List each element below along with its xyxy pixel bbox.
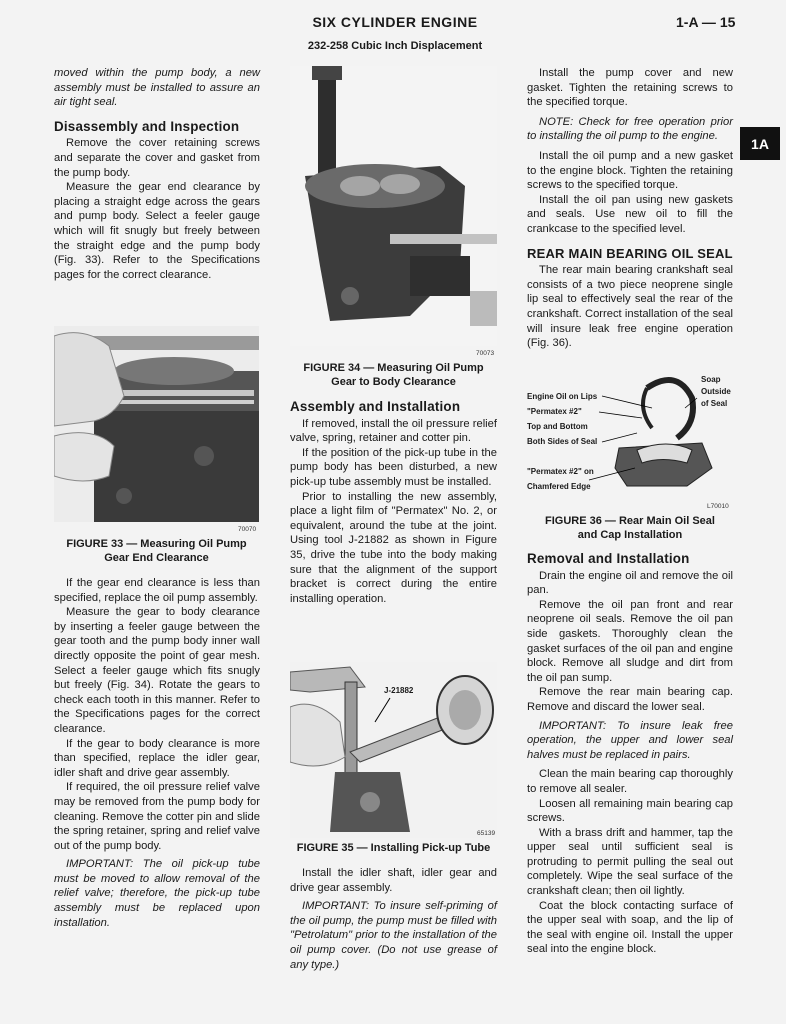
column-middle-lower — [290, 866, 497, 972]
column-left — [54, 66, 260, 282]
paragraph: Clean the main bearing cap thoroughly to remove all sealer. — [527, 768, 733, 795]
caption-line: Gear End Clearance — [104, 552, 209, 564]
paragraph: If required, the oil pressure relief valve may be removed from the pump body for cleaning. Remove the cotter pin and slide the spring retainer, spring and relief valve out of the pump body. — [54, 781, 260, 852]
column-right-lower — [527, 548, 733, 957]
caption-line: Gear to Body Clearance — [331, 376, 456, 388]
page-subtitle: 232-258 Cubic Inch Displacement — [307, 40, 483, 52]
label-line: "Permatex #2" — [527, 407, 582, 416]
tool-label: J-21882 — [384, 686, 414, 695]
caption-line: FIGURE 33 — Measuring Oil Pump — [66, 538, 247, 550]
figure-36-caption — [527, 514, 733, 542]
figure-number: 65139 — [477, 830, 496, 837]
label-line: "Permatex #2" on — [527, 467, 594, 476]
figure-34-caption — [290, 361, 497, 389]
figure-number: 70073 — [476, 350, 495, 357]
paragraph: Prior to installing the new assembly, place a light film of "Permatex" No. 2, or equivalent, around the tube at the joint. Using tool J-21882 as shown in Figure 35, drive the tube into the body making sure that the alignment of the support bracket is correct during the entire installing operation. — [290, 490, 497, 605]
caption-line: FIGURE 34 — Measuring Oil Pump — [303, 362, 484, 374]
figure-number: L70010 — [707, 503, 729, 510]
paragraph: Remove the oil pan front and rear neoprene oil seals. Remove the oil pan side gaskets. Thoroughly clean the gasket surfaces of the oil pan and engine block. Remove all sludge and dirt from the oil pan sump. — [527, 598, 733, 684]
figure-34-image — [290, 66, 497, 346]
paragraph: Install the idler shaft, idler gear and drive gear assembly. — [290, 867, 497, 894]
label-line: Chamfered Edge — [527, 482, 591, 491]
section-heading-removal: Removal and Installation — [527, 551, 690, 566]
figure-36-labels-lower — [527, 464, 594, 494]
label-line: Top and Bottom — [527, 422, 588, 431]
paragraph: Drain the engine oil and remove the oil pan. — [527, 569, 733, 597]
label-line: Both Sides of Seal — [527, 437, 598, 446]
figure-33-image — [54, 326, 259, 522]
figure-35-caption: FIGURE 35 — Installing Pick-up Tube — [296, 842, 491, 854]
paragraph: Remove the cover retaining screws and separate the cover and gasket from the pump body. — [54, 137, 260, 179]
caption-line: and Cap Installation — [577, 529, 683, 541]
paragraph: If the position of the pick-up tube in the pump body has been disturbed, a new pick-up tube assembly must be installed. — [290, 446, 497, 488]
paragraph-important: IMPORTANT: The oil pick-up tube must be moved to allow removal of the relief valve; therefore, the pick-up tube assembly must be replaced upon installation. — [54, 858, 260, 929]
figure-36-labels — [527, 389, 597, 449]
paragraph: If removed, install the oil pressure relief valve, spring, retainer and cotter pin. — [290, 417, 497, 445]
page-title: SIX CYLINDER ENGINE — [312, 14, 478, 30]
label-line: of Seal — [701, 399, 728, 408]
paragraph: Measure the gear end clearance by placing a straight edge across the gears and pump body. Select a feeler gauge which will fit snugly but freely between the straight edge and the pump body (Fig. 33). Refer to the Specifications pages for the correct clearance. — [54, 181, 260, 281]
column-right — [527, 66, 733, 351]
paragraph: With a brass drift and hammer, tap the upper seal until sufficient seal is protruding to permit pulling the seal out completely. Wipe the seal surface of the crankshaft clean; then oil lightly. — [527, 826, 733, 898]
paragraph-note: NOTE: Check for free operation prior to installing the oil pump to the engine. — [527, 115, 733, 143]
section-heading-rear-main: REAR MAIN BEARING OIL SEAL — [527, 245, 733, 261]
label-line: Engine Oil on Lips — [527, 392, 598, 401]
label-line: Outside — [701, 387, 731, 396]
column-left-lower — [54, 576, 260, 930]
paragraph: Install the pump cover and new gasket. Tighten the retaining screws to the specified torque. — [527, 67, 733, 109]
label-line: Soap — [701, 375, 721, 384]
figure-number: 70070 — [238, 526, 257, 533]
caption-line: FIGURE 36 — Rear Main Oil Seal — [545, 515, 715, 527]
paragraph: Coat the block contacting surface of the upper seal with soap, and the lip of the seal with engine oil. Install the upper seal into the engine block. — [527, 899, 733, 956]
page-number: 1-A — 15 — [676, 14, 736, 30]
paragraph: Install the oil pan using new gaskets and seals. Use new oil to fill the crankcase to the specified level. — [527, 193, 733, 235]
paragraph: The rear main bearing crankshaft seal consists of a two piece neoprene single lip seal to effectively seal the rear of the crankshaft. Correct installation of the seal will insure leak free engine operation (Fig. 36). — [527, 264, 733, 350]
paragraph: Loosen all remaining main bearing cap screws. — [527, 797, 733, 825]
paragraph: Remove the rear main bearing cap. Remove and discard the lower seal. — [527, 686, 733, 713]
figure-36-label-soap — [701, 374, 731, 410]
paragraph: moved within the pump body, a new assembly must be installed to assure an air tight seal. — [54, 67, 260, 109]
paragraph: Measure the gear to body clearance by inserting a feeler gauge between the gear tooth and the pump body inner wall directly opposite the point of gear mesh. Select a feeler gauge which fits snugly but freely (Fig. 34). Rotate the gears to check each tooth in this manner. Refer to the Specifications pages for the correct clearance. — [54, 606, 260, 735]
paragraph: If the gear end clearance is less than specified, replace the oil pump assembly. — [54, 577, 260, 604]
paragraph-important: IMPORTANT: To insure leak free operation, the upper and lower seal halves must be replaced in pairs. — [527, 719, 733, 761]
figure-33-caption — [54, 537, 259, 565]
section-heading-assembly: Assembly and Installation — [290, 399, 461, 414]
section-heading-disassembly: Disassembly and Inspection — [54, 118, 240, 134]
column-middle — [290, 400, 497, 606]
section-tab[interactable]: 1A — [740, 127, 780, 160]
paragraph: Install the oil pump and a new gasket to the engine block. Tighten the retaining screws to the specified torque. — [527, 149, 733, 192]
paragraph-important: IMPORTANT: To insure self-priming of the oil pump, the pump must be filled with "Petrolatum" prior to the installation of the oil pump cover. (Do not use grease of any type.) — [290, 900, 497, 971]
paragraph: If the gear to body clearance is more than specified, replace the idler gear, idler shaft and drive gear assembly. — [54, 737, 260, 779]
